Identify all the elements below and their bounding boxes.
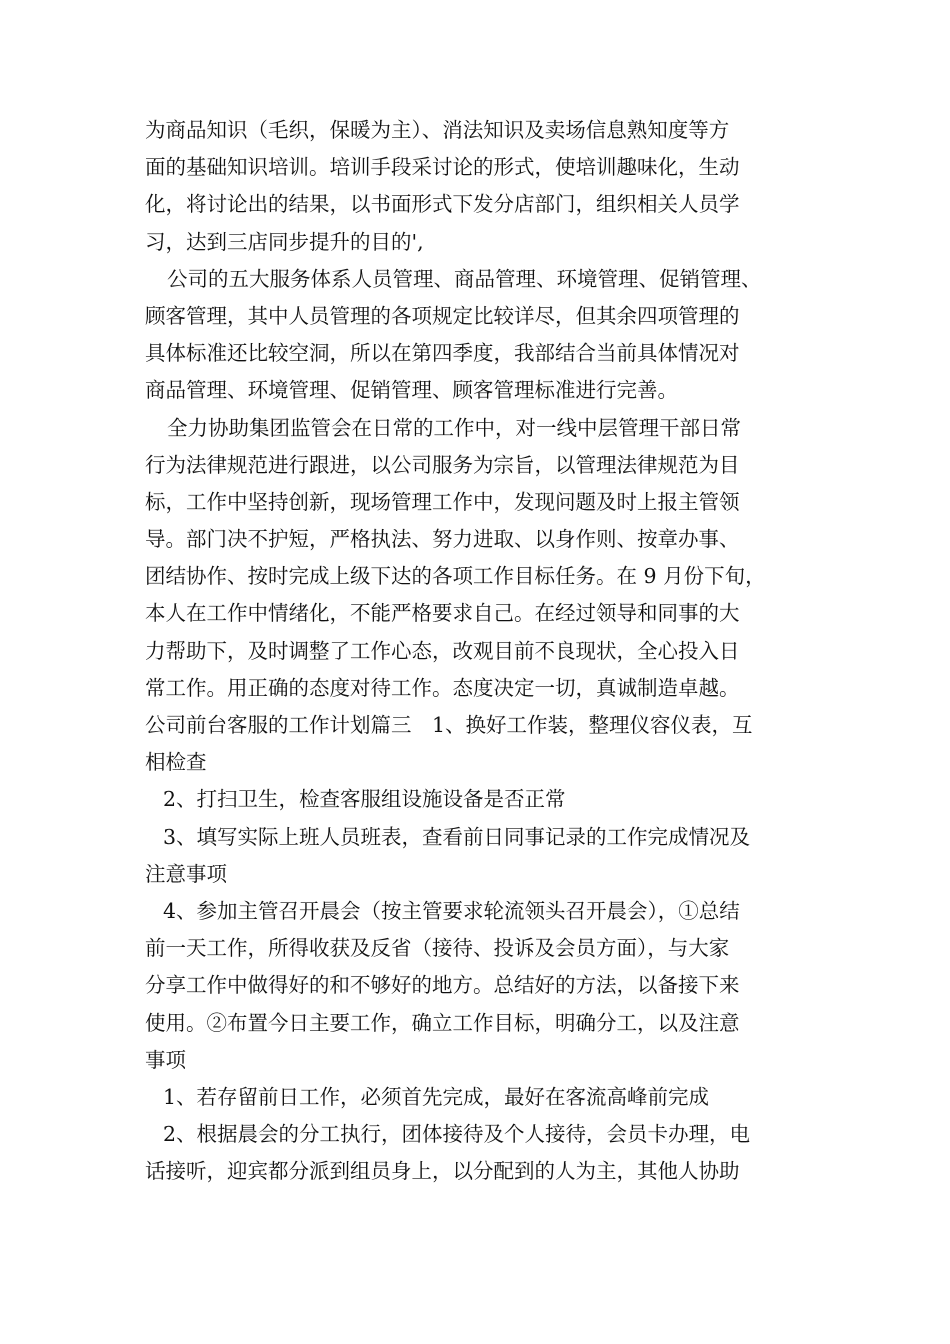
text-line: 1、若存留前日工作，必须首先完成，最好在客流高峰前完成 (163, 1084, 710, 1109)
text-line: 常工作。用正确的态度对待工作。态度决定一切，真诚制造卓越。 (145, 675, 740, 700)
text-line: 公司的五大服务体系人员管理、商品管理、环境管理、促销管理、 (167, 266, 762, 291)
text-line: 力帮助下，及时调整了工作心态，改观目前不良现状，全心投入日 (145, 638, 740, 663)
text-line: 话接听，迎宾都分派到组员身上，以分配到的人为主，其他人协助 (145, 1159, 740, 1184)
text-line: 具体标准还比较空洞，所以在第四季度，我部结合当前具体情况对 (145, 341, 740, 366)
document-body (145, 112, 815, 1190)
text-line: 使用。②布置今日主要工作，确立工作目标，明确分工，以及注意 (145, 1010, 740, 1035)
text-line: 事项 (145, 1047, 186, 1072)
text-line: 前一天工作，所得收获及反省（接待、投诉及会员方面），与大家 (145, 936, 730, 961)
text-line: 商品管理、环境管理、促销管理、顾客管理标准进行完善。 (145, 378, 678, 403)
text-line: 习，达到三店同步提升的目的', (145, 229, 424, 254)
text-line: 注意事项 (145, 861, 227, 886)
text-line: 导。部门决不护短，严格执法、努力进取、以身作则、按章办事、 (145, 527, 740, 552)
text-line: 面的基础知识培训。培训手段采讨论的形式，使培训趣味化，生动 (145, 155, 740, 180)
text-line: 为商品知识（毛织，保暖为主）、消法知识及卖场信息熟知度等方 (145, 118, 730, 142)
text-line: 2、根据晨会的分工执行，团体接待及个人接待，会员卡办理，电 (163, 1122, 751, 1147)
text-line: 公司前台客服的工作计划篇三 1、换好工作装，整理仪容仪表，互 (145, 713, 753, 737)
text-line: 本人在工作中情绪化，不能严格要求自己。在经过领导和同事的大 (145, 601, 740, 626)
text-line: 全力协助集团监管会在日常的工作中，对一线中层管理干部日常 (167, 415, 741, 440)
text-line: 化，将讨论出的结果，以书面形式下发分店部门，组织相关人员学 (145, 192, 740, 217)
text-line: 顾客管理，其中人员管理的各项规定比较详尽，但其余四项管理的 (145, 303, 740, 328)
text-line: 3、填写实际上班人员班表，查看前日同事记录的工作完成情况及 (163, 824, 751, 849)
text-line: 行为法律规范进行跟进，以公司服务为宗旨，以管理法律规范为目 (145, 452, 740, 477)
text-line: 2、打扫卫生，检查客服组设施设备是否正常 (163, 787, 566, 812)
text-line: 分享工作中做得好的和不够好的地方。总结好的方法，以备接下来 (145, 973, 740, 998)
text-line: 4、参加主管召开晨会（按主管要求轮流领头召开晨会），①总结 (163, 898, 740, 923)
text-line: 标，工作中坚持创新，现场管理工作中，发现问题及时上报主管领 (145, 489, 740, 514)
text-line: 团结协作、按时完成上级下达的各项工作目标任务。在 9 月份下旬， (145, 564, 766, 589)
text-line: 相检查 (145, 750, 207, 775)
